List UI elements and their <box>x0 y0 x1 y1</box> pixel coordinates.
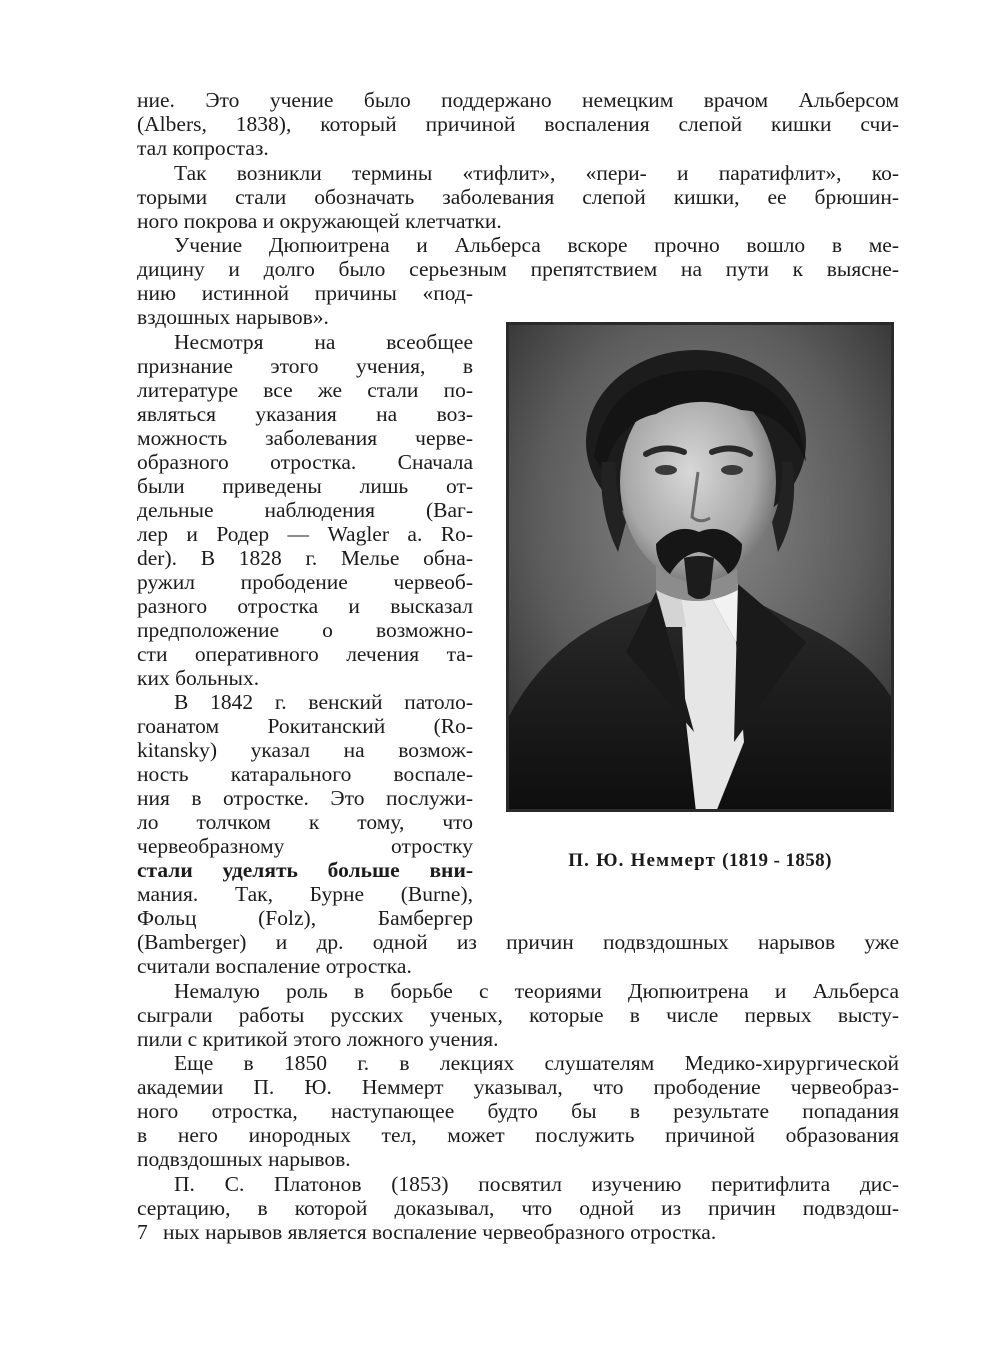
text-line: стали уделять больше вни- <box>137 858 473 882</box>
text-line: Фольц (Folz), Бамбергер <box>137 906 473 930</box>
text-line: лер и Родер — Wagler a. Ro- <box>137 522 473 546</box>
text-line: ние. Это учение было поддержано немецким врачом Альберсом <box>137 88 899 112</box>
text-line: разного отростка и высказал <box>137 594 473 618</box>
text-line: сти оперативного лечения та- <box>137 642 473 666</box>
text-line: В 1842 г. венский патоло- <box>174 690 473 714</box>
text-line: образного отростка. Сначала <box>137 450 473 474</box>
text-line: литературе все же стали по- <box>137 378 473 402</box>
text-line: торыми стали обозначать заболевания слепой кишки, ее брюшин- <box>137 185 899 209</box>
text-line: мания. Так, Бурне (Burne), <box>137 882 473 906</box>
text-line: Учение Дюпюитрена и Альберса вскоре прочно вошло в ме- <box>174 233 899 257</box>
text-line: ло толчком к тому, что <box>137 810 473 834</box>
caption-name: П. Ю. Неммерт <box>568 850 717 871</box>
text-line: (Bamberger) и др. одной из причин подвздошных нарывов уже <box>137 930 899 954</box>
text-line: ного отростка, наступающее будто бы в результате попадания <box>137 1099 899 1123</box>
text-line: пили с критикой этого ложного учения. <box>137 1027 499 1051</box>
text-line: (Albers, 1838), который причиной воспаления слепой кишки счи- <box>137 112 899 136</box>
text-line: можность заболевания черве- <box>137 426 473 450</box>
text-line: ния в отростке. Это послужи- <box>137 786 473 810</box>
text-line: были приведены лишь от- <box>137 474 473 498</box>
text-line: вздошных нарывов». <box>137 305 329 329</box>
text-line: Так возникли термины «тифлит», «пери- и паратифлит», ко- <box>174 161 899 185</box>
text-line: Немалую роль в борьбе с теориями Дюпюитрена и Альберса <box>174 979 899 1003</box>
text-line: являться указания на воз- <box>137 402 473 426</box>
text-line: kitansky) указал на возмож- <box>137 738 473 762</box>
text-line: признание этого учения, в <box>137 354 473 378</box>
page-number: 7 <box>137 1220 148 1244</box>
text-line: червеобразному отростку <box>137 834 473 858</box>
caption-years: (1819 - 1858) <box>722 850 832 871</box>
text-line: Несмотря на всеобщее <box>174 330 473 354</box>
portrait-caption <box>506 850 894 872</box>
text-line: ружил прободение червеоб- <box>137 570 473 594</box>
text-line: П. С. Платонов (1853) посвятил изучению перитифлита дис- <box>174 1172 899 1196</box>
text-line: ных нарывов является воспаление червеобразного отростка. <box>163 1220 717 1244</box>
text-line: нию истинной причины «под- <box>137 281 473 305</box>
text-line: гоанатом Рокитанский (Ro- <box>137 714 473 738</box>
text-line: в него инородных тел, может послужить причиной образования <box>137 1123 899 1147</box>
text-line: дицину и долго было серьезным препятствием на пути к выясне- <box>137 257 899 281</box>
text-line: ность катарального воспале- <box>137 762 473 786</box>
portrait-image <box>506 322 894 812</box>
text-line: ких больных. <box>137 666 260 690</box>
text-line: дельные наблюдения (Ваг- <box>137 498 473 522</box>
text-line: тал копростаз. <box>137 136 269 160</box>
text-line: академии П. Ю. Неммерт указывал, что прободение червеобраз- <box>137 1075 899 1099</box>
text-line: подвздошных нарывов. <box>137 1147 351 1171</box>
text-line: сертацию, в которой доказывал, что одной из причин подвздош- <box>137 1196 899 1220</box>
text-line: der). В 1828 г. Мелье обна- <box>137 546 473 570</box>
text-line: ного покрова и окружающей клетчатки. <box>137 209 502 233</box>
text-line: считали воспаление отростка. <box>137 954 412 978</box>
text-line: Еще в 1850 г. в лекциях слушателям Медико-хирургической <box>174 1051 899 1075</box>
text-line: сыграли работы русских ученых, которые в числе первых высту- <box>137 1003 899 1027</box>
text-line: предположение о возможно- <box>137 618 473 642</box>
